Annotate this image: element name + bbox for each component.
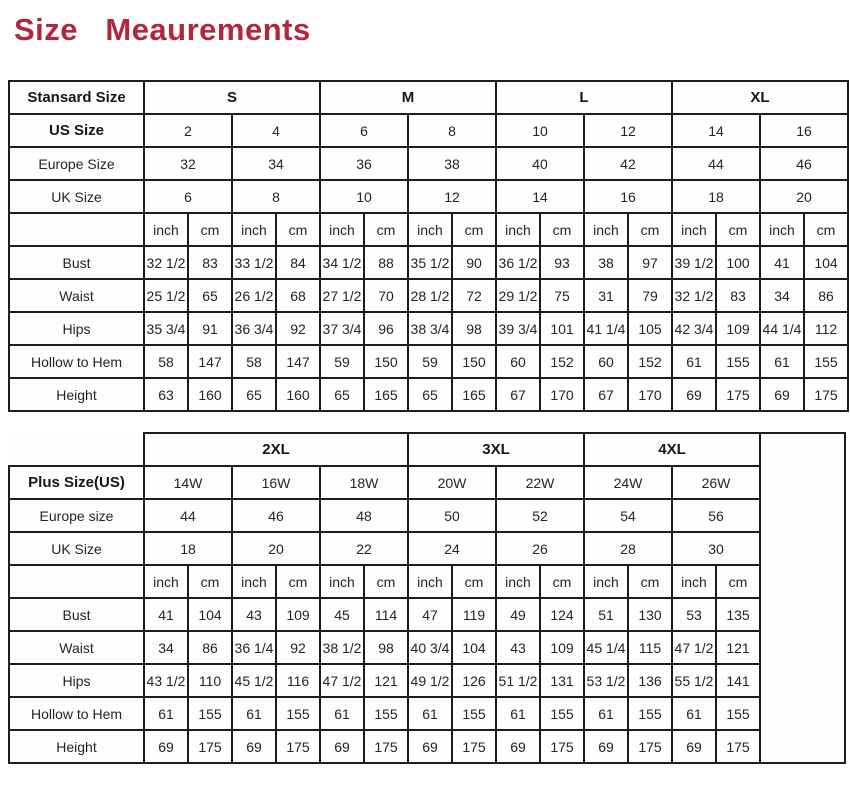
value-cell: 112 xyxy=(804,312,848,345)
value-cell: 45 1/4 xyxy=(584,631,628,664)
value-cell: 36 3/4 xyxy=(232,312,276,345)
value-cell: 27 1/2 xyxy=(320,279,364,312)
value-cell: 37 3/4 xyxy=(320,312,364,345)
value-cell: 69 xyxy=(144,730,188,763)
value-cell: cm xyxy=(188,565,232,598)
table-row xyxy=(9,114,848,147)
value-cell: 46 xyxy=(232,499,320,532)
value-cell: 32 xyxy=(144,147,232,180)
value-cell: 101 xyxy=(540,312,584,345)
value-cell: 39 1/2 xyxy=(672,246,716,279)
value-cell: 84 xyxy=(276,246,320,279)
value-cell: 45 1/2 xyxy=(232,664,276,697)
value-cell: cm xyxy=(364,213,408,246)
value-cell: 32 1/2 xyxy=(144,246,188,279)
row-label-cell: Europe size xyxy=(9,499,144,532)
row-label-cell: UK Size xyxy=(9,180,144,213)
value-cell: 65 xyxy=(188,279,232,312)
value-cell: 131 xyxy=(540,664,584,697)
value-cell: 36 1/2 xyxy=(496,246,540,279)
table-row xyxy=(9,697,845,730)
value-cell: 53 1/2 xyxy=(584,664,628,697)
row-label-cell: Hollow to Hem xyxy=(9,345,144,378)
row-label-cell: Bust xyxy=(9,598,144,631)
value-cell: 155 xyxy=(716,697,760,730)
value-cell: 116 xyxy=(276,664,320,697)
value-cell: 63 xyxy=(144,378,188,411)
value-cell: cm xyxy=(628,213,672,246)
value-cell: cm xyxy=(452,213,496,246)
header-cell: XL xyxy=(672,81,848,114)
value-cell: 28 xyxy=(584,532,672,565)
value-cell: 86 xyxy=(804,279,848,312)
header-cell: 3XL xyxy=(408,433,584,466)
value-cell: 16 xyxy=(760,114,848,147)
value-cell: 165 xyxy=(364,378,408,411)
value-cell: inch xyxy=(408,213,452,246)
value-cell: 6 xyxy=(320,114,408,147)
value-cell: 34 xyxy=(232,147,320,180)
value-cell: 50 xyxy=(408,499,496,532)
value-cell: 44 xyxy=(144,499,232,532)
value-cell: 29 1/2 xyxy=(496,279,540,312)
value-cell: cm xyxy=(276,213,320,246)
table-row xyxy=(9,631,845,664)
value-cell: 98 xyxy=(364,631,408,664)
value-cell: 10 xyxy=(320,180,408,213)
value-cell: cm xyxy=(276,565,320,598)
value-cell: 155 xyxy=(716,345,760,378)
value-cell: 175 xyxy=(364,730,408,763)
value-cell: 61 xyxy=(320,697,364,730)
value-cell: 38 3/4 xyxy=(408,312,452,345)
table-row xyxy=(9,466,845,499)
value-cell: 104 xyxy=(452,631,496,664)
value-cell: 96 xyxy=(364,312,408,345)
table-row xyxy=(9,213,848,246)
value-cell: 75 xyxy=(540,279,584,312)
value-cell: 72 xyxy=(452,279,496,312)
value-cell: 150 xyxy=(452,345,496,378)
value-cell: 175 xyxy=(804,378,848,411)
value-cell: 41 xyxy=(144,598,188,631)
value-cell: 155 xyxy=(364,697,408,730)
value-cell: 16 xyxy=(584,180,672,213)
value-cell: 175 xyxy=(276,730,320,763)
value-cell: 12 xyxy=(408,180,496,213)
value-cell: 41 1/4 xyxy=(584,312,628,345)
value-cell: 14 xyxy=(672,114,760,147)
value-cell: 8 xyxy=(232,180,320,213)
value-cell: 160 xyxy=(276,378,320,411)
value-cell: 121 xyxy=(716,631,760,664)
value-cell: 92 xyxy=(276,631,320,664)
value-cell: 25 1/2 xyxy=(144,279,188,312)
value-cell xyxy=(760,433,845,763)
value-cell: 83 xyxy=(716,279,760,312)
header-cell: 4XL xyxy=(584,433,760,466)
value-cell: 12 xyxy=(584,114,672,147)
value-cell: 97 xyxy=(628,246,672,279)
value-cell: 70 xyxy=(364,279,408,312)
value-cell: 26W xyxy=(672,466,760,499)
value-cell: 175 xyxy=(628,730,672,763)
value-cell: 60 xyxy=(496,345,540,378)
value-cell: 46 xyxy=(760,147,848,180)
value-cell: 49 1/2 xyxy=(408,664,452,697)
value-cell: 38 xyxy=(408,147,496,180)
value-cell: 44 xyxy=(672,147,760,180)
value-cell: 109 xyxy=(540,631,584,664)
value-cell: cm xyxy=(188,213,232,246)
value-cell: 165 xyxy=(452,378,496,411)
value-cell: 175 xyxy=(716,378,760,411)
value-cell: 130 xyxy=(628,598,672,631)
value-cell: 14W xyxy=(144,466,232,499)
table-row xyxy=(9,565,845,598)
value-cell: 136 xyxy=(628,664,672,697)
page-title: Size Meaurements xyxy=(14,12,311,47)
value-cell: 65 xyxy=(408,378,452,411)
value-cell: 105 xyxy=(628,312,672,345)
header-cell: S xyxy=(144,81,320,114)
value-cell: cm xyxy=(628,565,672,598)
value-cell: 69 xyxy=(672,730,716,763)
table-row xyxy=(9,246,848,279)
value-cell: inch xyxy=(144,213,188,246)
header-cell: US Size xyxy=(9,114,144,147)
value-cell: 92 xyxy=(276,312,320,345)
header-cell: 2XL xyxy=(144,433,408,466)
table-row xyxy=(9,147,848,180)
value-cell: 65 xyxy=(232,378,276,411)
value-cell: 8 xyxy=(408,114,496,147)
value-cell: 170 xyxy=(628,378,672,411)
value-cell: cm xyxy=(540,213,584,246)
value-cell: 20 xyxy=(232,532,320,565)
value-cell: 104 xyxy=(188,598,232,631)
value-cell: 42 3/4 xyxy=(672,312,716,345)
value-cell: 40 xyxy=(496,147,584,180)
value-cell: 65 xyxy=(320,378,364,411)
value-cell: 31 xyxy=(584,279,628,312)
value-cell: inch xyxy=(232,565,276,598)
value-cell: 38 xyxy=(584,246,628,279)
value-cell: 175 xyxy=(188,730,232,763)
value-cell: 43 1/2 xyxy=(144,664,188,697)
value-cell: inch xyxy=(496,565,540,598)
value-cell: inch xyxy=(320,213,364,246)
value-cell: 52 xyxy=(496,499,584,532)
row-label-cell: Waist xyxy=(9,279,144,312)
header-cell: Plus Size(US) xyxy=(9,466,144,499)
table-row xyxy=(9,730,845,763)
value-cell: cm xyxy=(716,565,760,598)
table-row xyxy=(9,664,845,697)
table-row xyxy=(9,378,848,411)
value-cell: 68 xyxy=(276,279,320,312)
value-cell: 24 xyxy=(408,532,496,565)
table-row xyxy=(9,598,845,631)
value-cell: 55 1/2 xyxy=(672,664,716,697)
value-cell: 60 xyxy=(584,345,628,378)
value-cell: 147 xyxy=(276,345,320,378)
value-cell: inch xyxy=(672,213,716,246)
value-cell: 88 xyxy=(364,246,408,279)
value-cell: 126 xyxy=(452,664,496,697)
value-cell: cm xyxy=(804,213,848,246)
table-row xyxy=(9,279,848,312)
value-cell: 150 xyxy=(364,345,408,378)
value-cell: 175 xyxy=(452,730,496,763)
value-cell: 175 xyxy=(716,730,760,763)
value-cell: 34 1/2 xyxy=(320,246,364,279)
value-cell: 20W xyxy=(408,466,496,499)
value-cell: 47 1/2 xyxy=(320,664,364,697)
table-row xyxy=(9,499,845,532)
header-cell: M xyxy=(320,81,496,114)
row-label-cell: Height xyxy=(9,378,144,411)
value-cell: inch xyxy=(144,565,188,598)
value-cell: 43 xyxy=(232,598,276,631)
value-cell: inch xyxy=(760,213,804,246)
value-cell: 61 xyxy=(584,697,628,730)
value-cell: 32 1/2 xyxy=(672,279,716,312)
value-cell: 33 1/2 xyxy=(232,246,276,279)
value-cell: 155 xyxy=(276,697,320,730)
value-cell: 18W xyxy=(320,466,408,499)
value-cell: 152 xyxy=(540,345,584,378)
value-cell: 6 xyxy=(144,180,232,213)
value-cell: 56 xyxy=(672,499,760,532)
value-cell: 69 xyxy=(760,378,804,411)
value-cell: 35 1/2 xyxy=(408,246,452,279)
value-cell: 48 xyxy=(320,499,408,532)
value-cell: 51 1/2 xyxy=(496,664,540,697)
row-label-cell: Bust xyxy=(9,246,144,279)
value-cell: 18 xyxy=(672,180,760,213)
standard-size-table xyxy=(8,80,849,412)
value-cell: inch xyxy=(232,213,276,246)
value-cell: 135 xyxy=(716,598,760,631)
header-cell: L xyxy=(496,81,672,114)
value-cell: 44 1/4 xyxy=(760,312,804,345)
value-cell: 69 xyxy=(320,730,364,763)
value-cell: 124 xyxy=(540,598,584,631)
value-cell: 104 xyxy=(804,246,848,279)
value-cell: 115 xyxy=(628,631,672,664)
value-cell: 155 xyxy=(540,697,584,730)
value-cell: 155 xyxy=(804,345,848,378)
value-cell: 69 xyxy=(408,730,452,763)
value-cell: 35 3/4 xyxy=(144,312,188,345)
value-cell: 41 xyxy=(760,246,804,279)
value-cell: cm xyxy=(716,213,760,246)
table-row xyxy=(9,180,848,213)
value-cell: 67 xyxy=(584,378,628,411)
value-cell: 93 xyxy=(540,246,584,279)
value-cell: 20 xyxy=(760,180,848,213)
value-cell: 61 xyxy=(408,697,452,730)
value-cell: 43 xyxy=(496,631,540,664)
value-cell: inch xyxy=(584,213,628,246)
value-cell: cm xyxy=(452,565,496,598)
value-cell: 58 xyxy=(144,345,188,378)
table-row xyxy=(9,312,848,345)
value-cell: 26 1/2 xyxy=(232,279,276,312)
value-cell: 86 xyxy=(188,631,232,664)
value-cell: 61 xyxy=(672,697,716,730)
value-cell: 155 xyxy=(628,697,672,730)
value-cell: 10 xyxy=(496,114,584,147)
value-cell: 61 xyxy=(760,345,804,378)
value-cell: 22W xyxy=(496,466,584,499)
row-label-cell xyxy=(9,565,144,598)
row-label-cell xyxy=(9,213,144,246)
value-cell: 91 xyxy=(188,312,232,345)
value-cell: 98 xyxy=(452,312,496,345)
value-cell: 121 xyxy=(364,664,408,697)
value-cell: inch xyxy=(408,565,452,598)
value-cell: 155 xyxy=(188,697,232,730)
value-cell: 69 xyxy=(672,378,716,411)
value-cell: 109 xyxy=(716,312,760,345)
value-cell: 4 xyxy=(232,114,320,147)
table-row xyxy=(9,532,845,565)
value-cell: 53 xyxy=(672,598,716,631)
value-cell: inch xyxy=(584,565,628,598)
value-cell: 152 xyxy=(628,345,672,378)
value-cell: inch xyxy=(496,213,540,246)
value-cell: 114 xyxy=(364,598,408,631)
value-cell: 39 3/4 xyxy=(496,312,540,345)
value-cell: 79 xyxy=(628,279,672,312)
value-cell: 47 xyxy=(408,598,452,631)
value-cell: 38 1/2 xyxy=(320,631,364,664)
table-row xyxy=(9,433,845,466)
value-cell: 42 xyxy=(584,147,672,180)
value-cell: 59 xyxy=(320,345,364,378)
value-cell: 34 xyxy=(760,279,804,312)
plus-size-table xyxy=(8,432,846,764)
row-label-cell: Hips xyxy=(9,312,144,345)
value-cell: inch xyxy=(672,565,716,598)
row-label-cell: Europe Size xyxy=(9,147,144,180)
value-cell: 22 xyxy=(320,532,408,565)
value-cell: 47 1/2 xyxy=(672,631,716,664)
value-cell: 61 xyxy=(232,697,276,730)
value-cell: 14 xyxy=(496,180,584,213)
row-label-cell: Hollow to Hem xyxy=(9,697,144,730)
value-cell: 26 xyxy=(496,532,584,565)
value-cell: 24W xyxy=(584,466,672,499)
value-cell: 83 xyxy=(188,246,232,279)
value-cell: 61 xyxy=(672,345,716,378)
value-cell: 18 xyxy=(144,532,232,565)
table-row xyxy=(9,81,848,114)
value-cell: 36 1/4 xyxy=(232,631,276,664)
row-label-cell xyxy=(9,433,144,466)
value-cell: 28 1/2 xyxy=(408,279,452,312)
row-label-cell: UK Size xyxy=(9,532,144,565)
value-cell: 58 xyxy=(232,345,276,378)
value-cell: 61 xyxy=(144,697,188,730)
value-cell: 40 3/4 xyxy=(408,631,452,664)
value-cell: 69 xyxy=(232,730,276,763)
value-cell: cm xyxy=(364,565,408,598)
value-cell: 61 xyxy=(496,697,540,730)
row-label-cell: Height xyxy=(9,730,144,763)
value-cell: cm xyxy=(540,565,584,598)
header-cell: Stansard Size xyxy=(9,81,144,114)
value-cell: 34 xyxy=(144,631,188,664)
value-cell: 36 xyxy=(320,147,408,180)
value-cell: 110 xyxy=(188,664,232,697)
value-cell: 90 xyxy=(452,246,496,279)
value-cell: 16W xyxy=(232,466,320,499)
value-cell: 51 xyxy=(584,598,628,631)
value-cell: 109 xyxy=(276,598,320,631)
value-cell: 67 xyxy=(496,378,540,411)
table-row xyxy=(9,345,848,378)
value-cell: 49 xyxy=(496,598,540,631)
value-cell: 160 xyxy=(188,378,232,411)
value-cell: 30 xyxy=(672,532,760,565)
value-cell: 147 xyxy=(188,345,232,378)
value-cell: 59 xyxy=(408,345,452,378)
value-cell: inch xyxy=(320,565,364,598)
value-cell: 54 xyxy=(584,499,672,532)
value-cell: 100 xyxy=(716,246,760,279)
value-cell: 141 xyxy=(716,664,760,697)
value-cell: 155 xyxy=(452,697,496,730)
row-label-cell: Hips xyxy=(9,664,144,697)
row-label-cell: Waist xyxy=(9,631,144,664)
value-cell: 45 xyxy=(320,598,364,631)
value-cell: 69 xyxy=(584,730,628,763)
value-cell: 170 xyxy=(540,378,584,411)
value-cell: 119 xyxy=(452,598,496,631)
value-cell: 69 xyxy=(496,730,540,763)
value-cell: 2 xyxy=(144,114,232,147)
value-cell: 175 xyxy=(540,730,584,763)
